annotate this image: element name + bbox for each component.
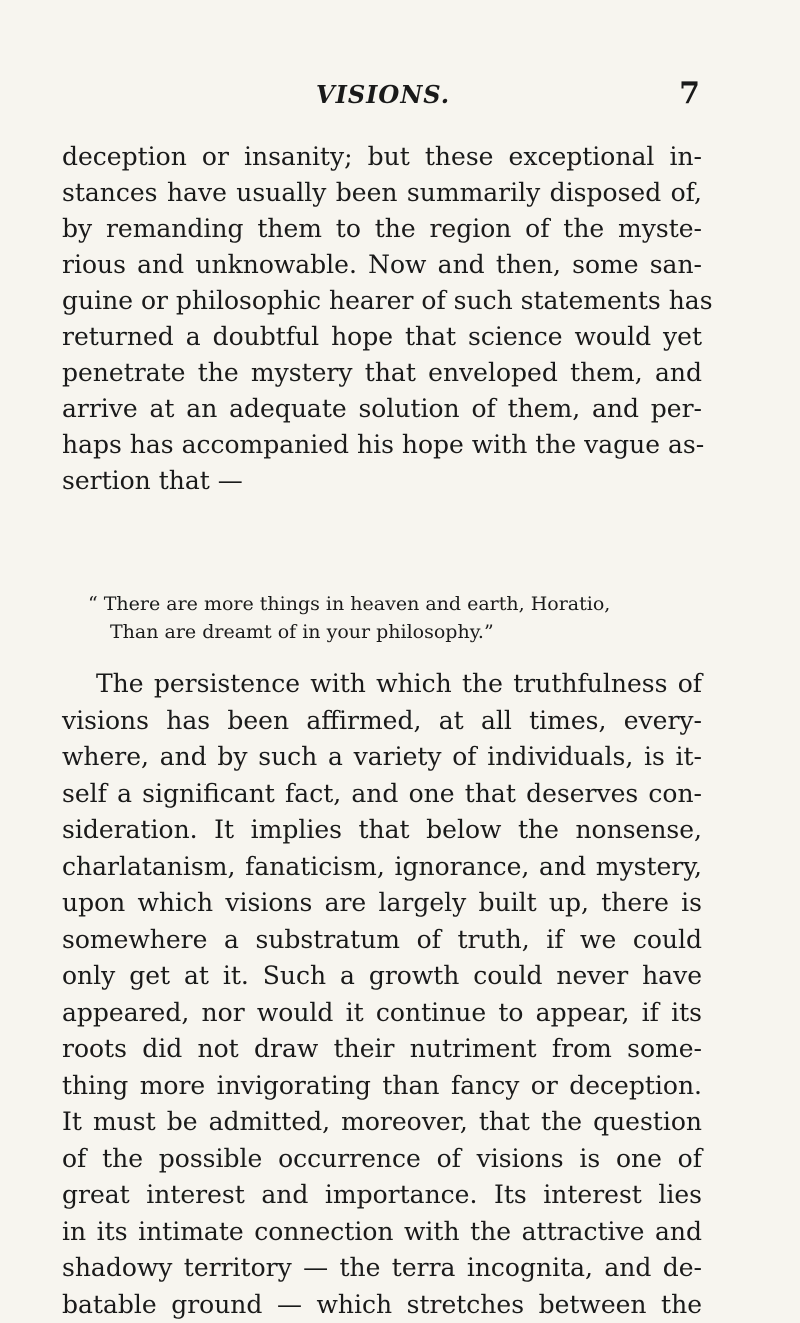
running-head: VISIONS. [316,80,450,109]
text-line: charlatanism, fanaticism, ignorance, and mystery, [62,849,702,886]
page-number: 7 [679,76,700,111]
text-line: roots did not draw their nutriment from some- [62,1031,702,1068]
text-line: sideration. It implies that below the nonsense, [62,812,702,849]
text-line: great interest and importance. Its interest lies [62,1177,702,1214]
text-line: appeared, nor would it continue to appear, if its [62,995,702,1032]
paragraph-2 [62,666,702,1323]
text-line: guine or philosophic hearer of such statements has [62,283,702,319]
text-line: deception or insanity; but these exceptional in- [62,139,702,175]
text-line: thing more invigorating than fancy or deception. [62,1068,702,1105]
text-line: stances have usually been summarily disposed of, [62,175,702,211]
text-line: arrive at an adequate solution of them, and per- [62,391,702,427]
text-line: rious and unknowable. Now and then, some san- [62,247,702,283]
text-line: haps has accompanied his hope with the vague as- [62,427,702,463]
text-line: penetrate the mystery that enveloped them, and [62,355,702,391]
text-line: batable ground — which stretches between the [62,1287,702,1323]
text-line: where, and by such a variety of individuals, is it- [62,739,702,776]
text-line: shadowy territory — the terra incognita, and de- [62,1250,702,1287]
paragraph-1 [62,139,702,499]
text-line: visions has been affirmed, at all times, every- [62,703,702,740]
quote-line: “ There are more things in heaven and earth, Horatio, [88,590,648,618]
page-header [60,80,700,120]
text-line: somewhere a substratum of truth, if we could [62,922,702,959]
text-line: It must be admitted, moreover, that the question [62,1104,702,1141]
text-line: self a significant fact, and one that deserves con- [62,776,702,813]
text-line: of the possible occurrence of visions is one of [62,1141,702,1178]
text-line: sertion that — [62,463,702,499]
text-line: The persistence with which the truthfulness of [62,666,702,703]
text-line: only get at it. Such a growth could never have [62,958,702,995]
text-line: in its intimate connection with the attractive and [62,1214,702,1251]
block-quote [88,590,648,646]
text-line: by remanding them to the region of the myste- [62,211,702,247]
quote-line: Than are dreamt of in your philosophy.” [88,618,648,646]
text-line: returned a doubtful hope that science would yet [62,319,702,355]
text-line: upon which visions are largely built up, there is [62,885,702,922]
